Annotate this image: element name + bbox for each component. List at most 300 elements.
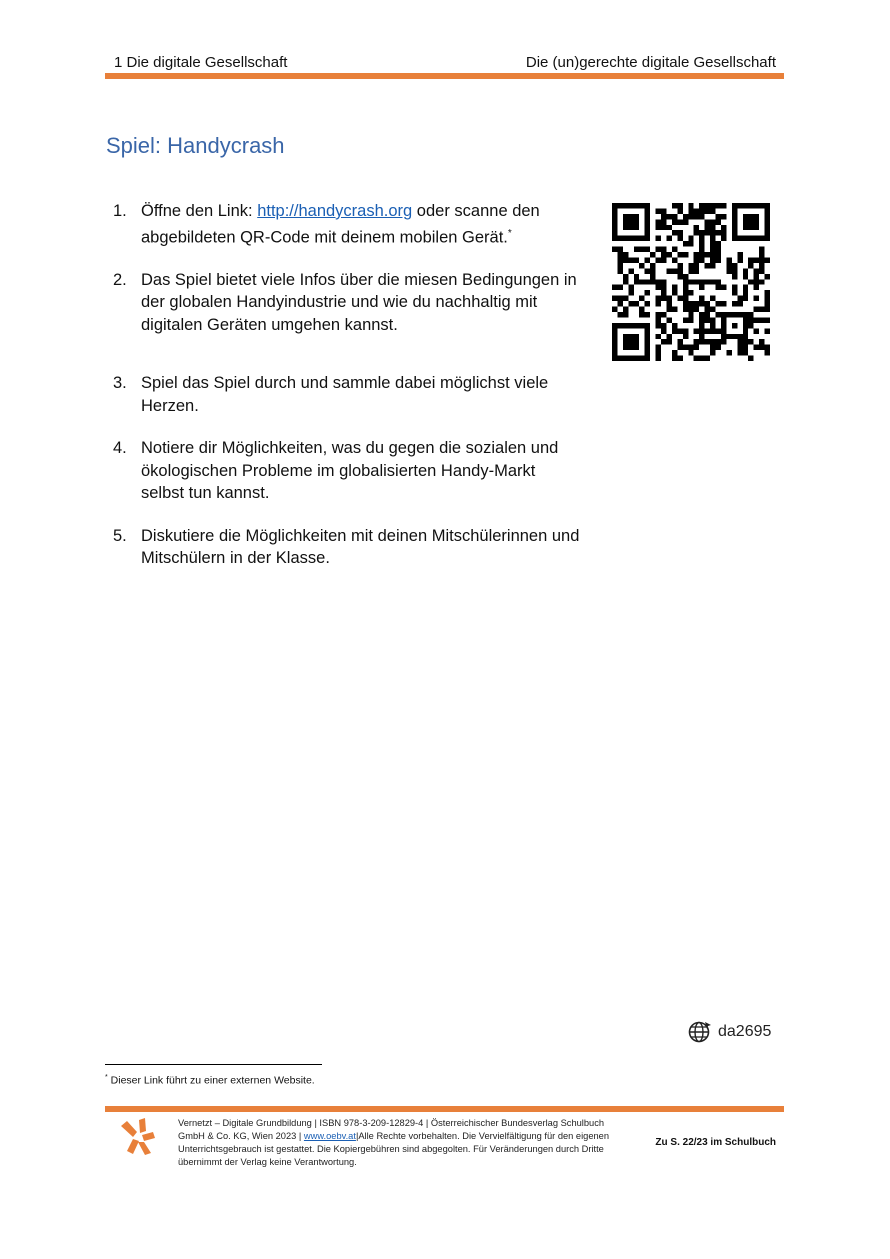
task-item (113, 525, 583, 570)
qr-module (672, 285, 677, 290)
qr-module (661, 312, 666, 317)
qr-module (710, 208, 715, 213)
qr-module (748, 236, 753, 241)
qr-module (645, 208, 650, 213)
qr-module (645, 328, 650, 333)
qr-module (732, 263, 737, 268)
qr-module (710, 328, 715, 333)
qr-module (617, 268, 622, 273)
qr-module (677, 236, 682, 241)
qr-module (683, 334, 688, 339)
qr-module (737, 339, 742, 344)
qr-module (710, 236, 715, 241)
qr-module (650, 279, 655, 284)
globe-icon (688, 1020, 712, 1044)
qr-module (617, 356, 622, 361)
qr-module (765, 307, 770, 312)
qr-module (612, 345, 617, 350)
qr-module (737, 296, 742, 301)
qr-module (623, 312, 628, 317)
qr-module (666, 268, 671, 273)
qr-module (672, 257, 677, 262)
imprint-text: Vernetzt – Digitale Grundbildung | ISBN 978-3-209-12829-4 | Österreichischer Bundesverlag Schulbuch GmbH & Co. KG, Wien 2023 | (178, 1118, 605, 1141)
qr-module (694, 328, 699, 333)
qr-module (672, 268, 677, 273)
qr-module (628, 334, 633, 339)
qr-module (759, 279, 764, 284)
qr-module (748, 219, 753, 224)
qr-module (688, 317, 693, 322)
qr-module (743, 328, 748, 333)
qr-module (656, 208, 661, 213)
qr-module (765, 301, 770, 306)
qr-module (656, 323, 661, 328)
qr-module (672, 219, 677, 224)
qr-module (683, 345, 688, 350)
qr-module (694, 339, 699, 344)
qr-module (754, 285, 759, 290)
qr-module (699, 203, 704, 208)
qr-module (656, 350, 661, 355)
qr-module (694, 345, 699, 350)
qr-module (634, 203, 639, 208)
qr-module (656, 296, 661, 301)
qr-module (634, 339, 639, 344)
qr-module (677, 203, 682, 208)
qr-module (737, 312, 742, 317)
qr-module (721, 328, 726, 333)
qr-module (710, 203, 715, 208)
qr-module (688, 208, 693, 213)
task-text: Diskutiere die Möglichkeiten mit deinen Mitschülerinnen und Mitschülern in der Klasse. (141, 526, 580, 567)
qr-module (737, 301, 742, 306)
qr-module (677, 219, 682, 224)
qr-module (737, 345, 742, 350)
qr-module (683, 296, 688, 301)
footnote-mark: * (105, 1074, 108, 1081)
qr-module (716, 285, 721, 290)
qr-module (699, 214, 704, 219)
qr-module (716, 345, 721, 350)
qr-module (628, 236, 633, 241)
qr-module (743, 312, 748, 317)
qr-module (623, 356, 628, 361)
qr-module (705, 263, 710, 268)
qr-module (705, 208, 710, 213)
qr-module (612, 219, 617, 224)
qr-module (699, 339, 704, 344)
qr-module (748, 257, 753, 262)
qr-module (743, 219, 748, 224)
qr-module (623, 334, 628, 339)
qr-module (677, 328, 682, 333)
qr-module (623, 307, 628, 312)
qr-module (672, 350, 677, 355)
qr-module (617, 263, 622, 268)
qr-module (639, 279, 644, 284)
qr-module (645, 219, 650, 224)
task-list (113, 200, 583, 570)
qr-module (759, 339, 764, 344)
task-number: 4. (113, 439, 127, 457)
qr-module (710, 296, 715, 301)
qr-module (710, 257, 715, 262)
qr-module (716, 312, 721, 317)
qr-module (699, 230, 704, 235)
qr-module (623, 323, 628, 328)
qr-module (688, 345, 693, 350)
task-item (113, 200, 583, 249)
qr-module (705, 203, 710, 208)
footnote-divider (105, 1064, 322, 1065)
qr-module (683, 285, 688, 290)
qr-module (666, 296, 671, 301)
qr-module (623, 225, 628, 230)
qr-module (699, 301, 704, 306)
qr-module (661, 214, 666, 219)
qr-module (656, 225, 661, 230)
qr-module (705, 225, 710, 230)
qr-module (623, 214, 628, 219)
qr-module (754, 274, 759, 279)
qr-module (721, 203, 726, 208)
web-code-label: da2695 (718, 1023, 772, 1040)
qr-module (661, 252, 666, 257)
qr-module (677, 268, 682, 273)
qr-module (645, 214, 650, 219)
qr-module (688, 290, 693, 295)
qr-module (623, 279, 628, 284)
qr-module (732, 285, 737, 290)
qr-module (694, 268, 699, 273)
qr-module (677, 263, 682, 268)
qr-module (628, 257, 633, 262)
qr-module (721, 334, 726, 339)
qr-module (688, 350, 693, 355)
qr-module (759, 247, 764, 252)
qr-module (699, 334, 704, 339)
task-text: oder scanne den abgebildeten QR-Code mit deinem mobilen Gerät. (141, 202, 540, 246)
qr-module (737, 350, 742, 355)
qr-module (623, 296, 628, 301)
qr-module (732, 323, 737, 328)
task-number: 1. (113, 202, 127, 220)
qr-module (634, 356, 639, 361)
qr-module (677, 296, 682, 301)
qr-module (743, 214, 748, 219)
qr-module (765, 230, 770, 235)
qr-module (628, 345, 633, 350)
qr-module (661, 323, 666, 328)
qr-module (634, 214, 639, 219)
qr-module (765, 350, 770, 355)
qr-module (743, 203, 748, 208)
qr-module (737, 252, 742, 257)
qr-module (694, 225, 699, 230)
footnote-marker: * (507, 227, 512, 239)
qr-module (726, 257, 731, 262)
qr-module (612, 203, 617, 208)
qr-module (721, 339, 726, 344)
qr-module (737, 203, 742, 208)
qr-module (645, 268, 650, 273)
qr-module (672, 230, 677, 235)
qr-module (765, 236, 770, 241)
qr-module (694, 263, 699, 268)
qr-module (661, 219, 666, 224)
qr-module (759, 236, 764, 241)
qr-module (754, 317, 759, 322)
qr-module (732, 301, 737, 306)
qr-module (710, 323, 715, 328)
qr-module (754, 345, 759, 350)
qr-module (612, 334, 617, 339)
qr-module (743, 339, 748, 344)
qr-module (743, 296, 748, 301)
qr-module (683, 252, 688, 257)
qr-module (656, 312, 661, 317)
qr-module (754, 225, 759, 230)
qr-module (661, 208, 666, 213)
qr-module (683, 317, 688, 322)
qr-module (759, 263, 764, 268)
qr-module (628, 356, 633, 361)
qr-module (732, 334, 737, 339)
qr-module (694, 356, 699, 361)
qr-module (688, 203, 693, 208)
qr-module (645, 356, 650, 361)
qr-module (645, 334, 650, 339)
qr-module (634, 274, 639, 279)
qr-module (634, 236, 639, 241)
qr-module (732, 268, 737, 273)
qr-module (743, 345, 748, 350)
qr-module (705, 279, 710, 284)
qr-module (765, 214, 770, 219)
qr-module (677, 345, 682, 350)
qr-module (743, 285, 748, 290)
qr-module (721, 214, 726, 219)
qr-module (623, 345, 628, 350)
qr-module (656, 334, 661, 339)
qr-module (694, 301, 699, 306)
qr-module (748, 339, 753, 344)
qr-module (634, 247, 639, 252)
qr-module (699, 241, 704, 246)
qr-module (666, 307, 671, 312)
qr-module (694, 257, 699, 262)
publisher-logo-icon (118, 1116, 156, 1156)
qr-module (743, 274, 748, 279)
qr-module (705, 328, 710, 333)
qr-module (710, 247, 715, 252)
footnote (105, 1074, 315, 1087)
qr-module (656, 257, 661, 262)
oebv-link[interactable]: www.oebv.at (303, 1131, 356, 1141)
qr-module (732, 230, 737, 235)
qr-module (612, 208, 617, 213)
qr-module (710, 225, 715, 230)
qr-module (721, 236, 726, 241)
qr-module (661, 285, 666, 290)
qr-module (661, 339, 666, 344)
qr-module (743, 334, 748, 339)
qr-module (699, 252, 704, 257)
qr-module (754, 268, 759, 273)
qr-module (612, 285, 617, 290)
qr-module (754, 279, 759, 284)
qr-module (765, 290, 770, 295)
qr-module (759, 268, 764, 273)
qr-module (645, 290, 650, 295)
qr-module (748, 279, 753, 284)
qr-module (645, 323, 650, 328)
qr-module (683, 241, 688, 246)
qr-module (688, 268, 693, 273)
qr-module (705, 317, 710, 322)
qr-module (765, 328, 770, 333)
qr-module (699, 285, 704, 290)
qr-module (623, 236, 628, 241)
qr-module (683, 274, 688, 279)
qr-module (628, 203, 633, 208)
qr-module (634, 334, 639, 339)
qr-module (759, 345, 764, 350)
qr-module (699, 328, 704, 333)
qr-module (666, 339, 671, 344)
qr-module (623, 252, 628, 257)
qr-module (716, 230, 721, 235)
qr-module (639, 203, 644, 208)
qr-module (726, 350, 731, 355)
qr-module (612, 307, 617, 312)
qr-module (765, 203, 770, 208)
qr-module (699, 257, 704, 262)
qr-module (617, 323, 622, 328)
qr-module (612, 350, 617, 355)
qr-module (694, 279, 699, 284)
qr-module (612, 247, 617, 252)
qr-module (754, 214, 759, 219)
qr-module (656, 247, 661, 252)
qr-module (683, 328, 688, 333)
qr-module (617, 257, 622, 262)
qr-module (748, 317, 753, 322)
task-text: Öffne den Link: (141, 202, 258, 220)
qr-module (699, 208, 704, 213)
qr-module (628, 225, 633, 230)
qr-module (628, 214, 633, 219)
qr-module (645, 225, 650, 230)
qr-module (628, 301, 633, 306)
qr-module (650, 263, 655, 268)
header-topic: Die (un)gerechte digitale Gesellschaft (525, 54, 776, 71)
qr-module (743, 236, 748, 241)
qr-module (754, 219, 759, 224)
qr-module (617, 301, 622, 306)
qr-module (645, 345, 650, 350)
qr-module (650, 274, 655, 279)
task-item (113, 437, 583, 505)
qr-module (732, 208, 737, 213)
qr-module (705, 339, 710, 344)
qr-module (765, 219, 770, 224)
qr-module (748, 225, 753, 230)
task-number: 2. (113, 270, 127, 289)
qr-module (612, 323, 617, 328)
qr-module (737, 334, 742, 339)
qr-module (705, 252, 710, 257)
imprint-text: |Alle Rechte vorbehalten. Die Vervielfältigung für den eigenen Unterrichtsgebrauch ist gestattet. Die Kopiergebühren sind abgegolten. Für Veränderungen durch Dritte übernimmt der Verlag keine Verantwortung. (178, 1131, 610, 1167)
qr-module (661, 225, 666, 230)
qr-module (726, 334, 731, 339)
qr-module (699, 236, 704, 241)
qr-module (765, 345, 770, 350)
qr-module (683, 301, 688, 306)
qr-module (705, 307, 710, 312)
qr-module (743, 268, 748, 273)
qr-module (656, 345, 661, 350)
qr-module (721, 225, 726, 230)
qr-module (672, 323, 677, 328)
qr-module (726, 263, 731, 268)
qr-module (694, 208, 699, 213)
qr-module (634, 279, 639, 284)
qr-module (748, 356, 753, 361)
qr-module (628, 219, 633, 224)
qr-module (683, 279, 688, 284)
qr-module (732, 236, 737, 241)
qr-module (623, 219, 628, 224)
qr-module (666, 214, 671, 219)
qr-module (639, 312, 644, 317)
footnote-text: Dieser Link führt zu einer externen Website. (107, 1074, 315, 1087)
qr-module (765, 296, 770, 301)
handycrash-link[interactable]: http://handycrash.org (257, 202, 413, 220)
qr-module (759, 317, 764, 322)
qr-module (677, 356, 682, 361)
qr-module (699, 323, 704, 328)
qr-module (656, 285, 661, 290)
web-code (688, 1020, 771, 1044)
qr-module (732, 219, 737, 224)
qr-module (656, 301, 661, 306)
qr-module (683, 290, 688, 295)
qr-module (634, 225, 639, 230)
qr-module (737, 257, 742, 262)
qr-module (639, 356, 644, 361)
qr-module (754, 307, 759, 312)
qr-module (716, 247, 721, 252)
qr-module (639, 307, 644, 312)
qr-module (677, 252, 682, 257)
qr-module (661, 290, 666, 295)
qr-module (634, 219, 639, 224)
qr-module (743, 290, 748, 295)
page-title: Spiel: Handycrash (106, 133, 285, 158)
qr-module (612, 225, 617, 230)
qr-module (748, 312, 753, 317)
qr-module (639, 263, 644, 268)
qr-module (634, 345, 639, 350)
qr-module (617, 312, 622, 317)
qr-module (683, 214, 688, 219)
qr-module (732, 214, 737, 219)
qr-module (656, 236, 661, 241)
qr-module (699, 279, 704, 284)
qr-module (612, 328, 617, 333)
qr-module (705, 230, 710, 235)
